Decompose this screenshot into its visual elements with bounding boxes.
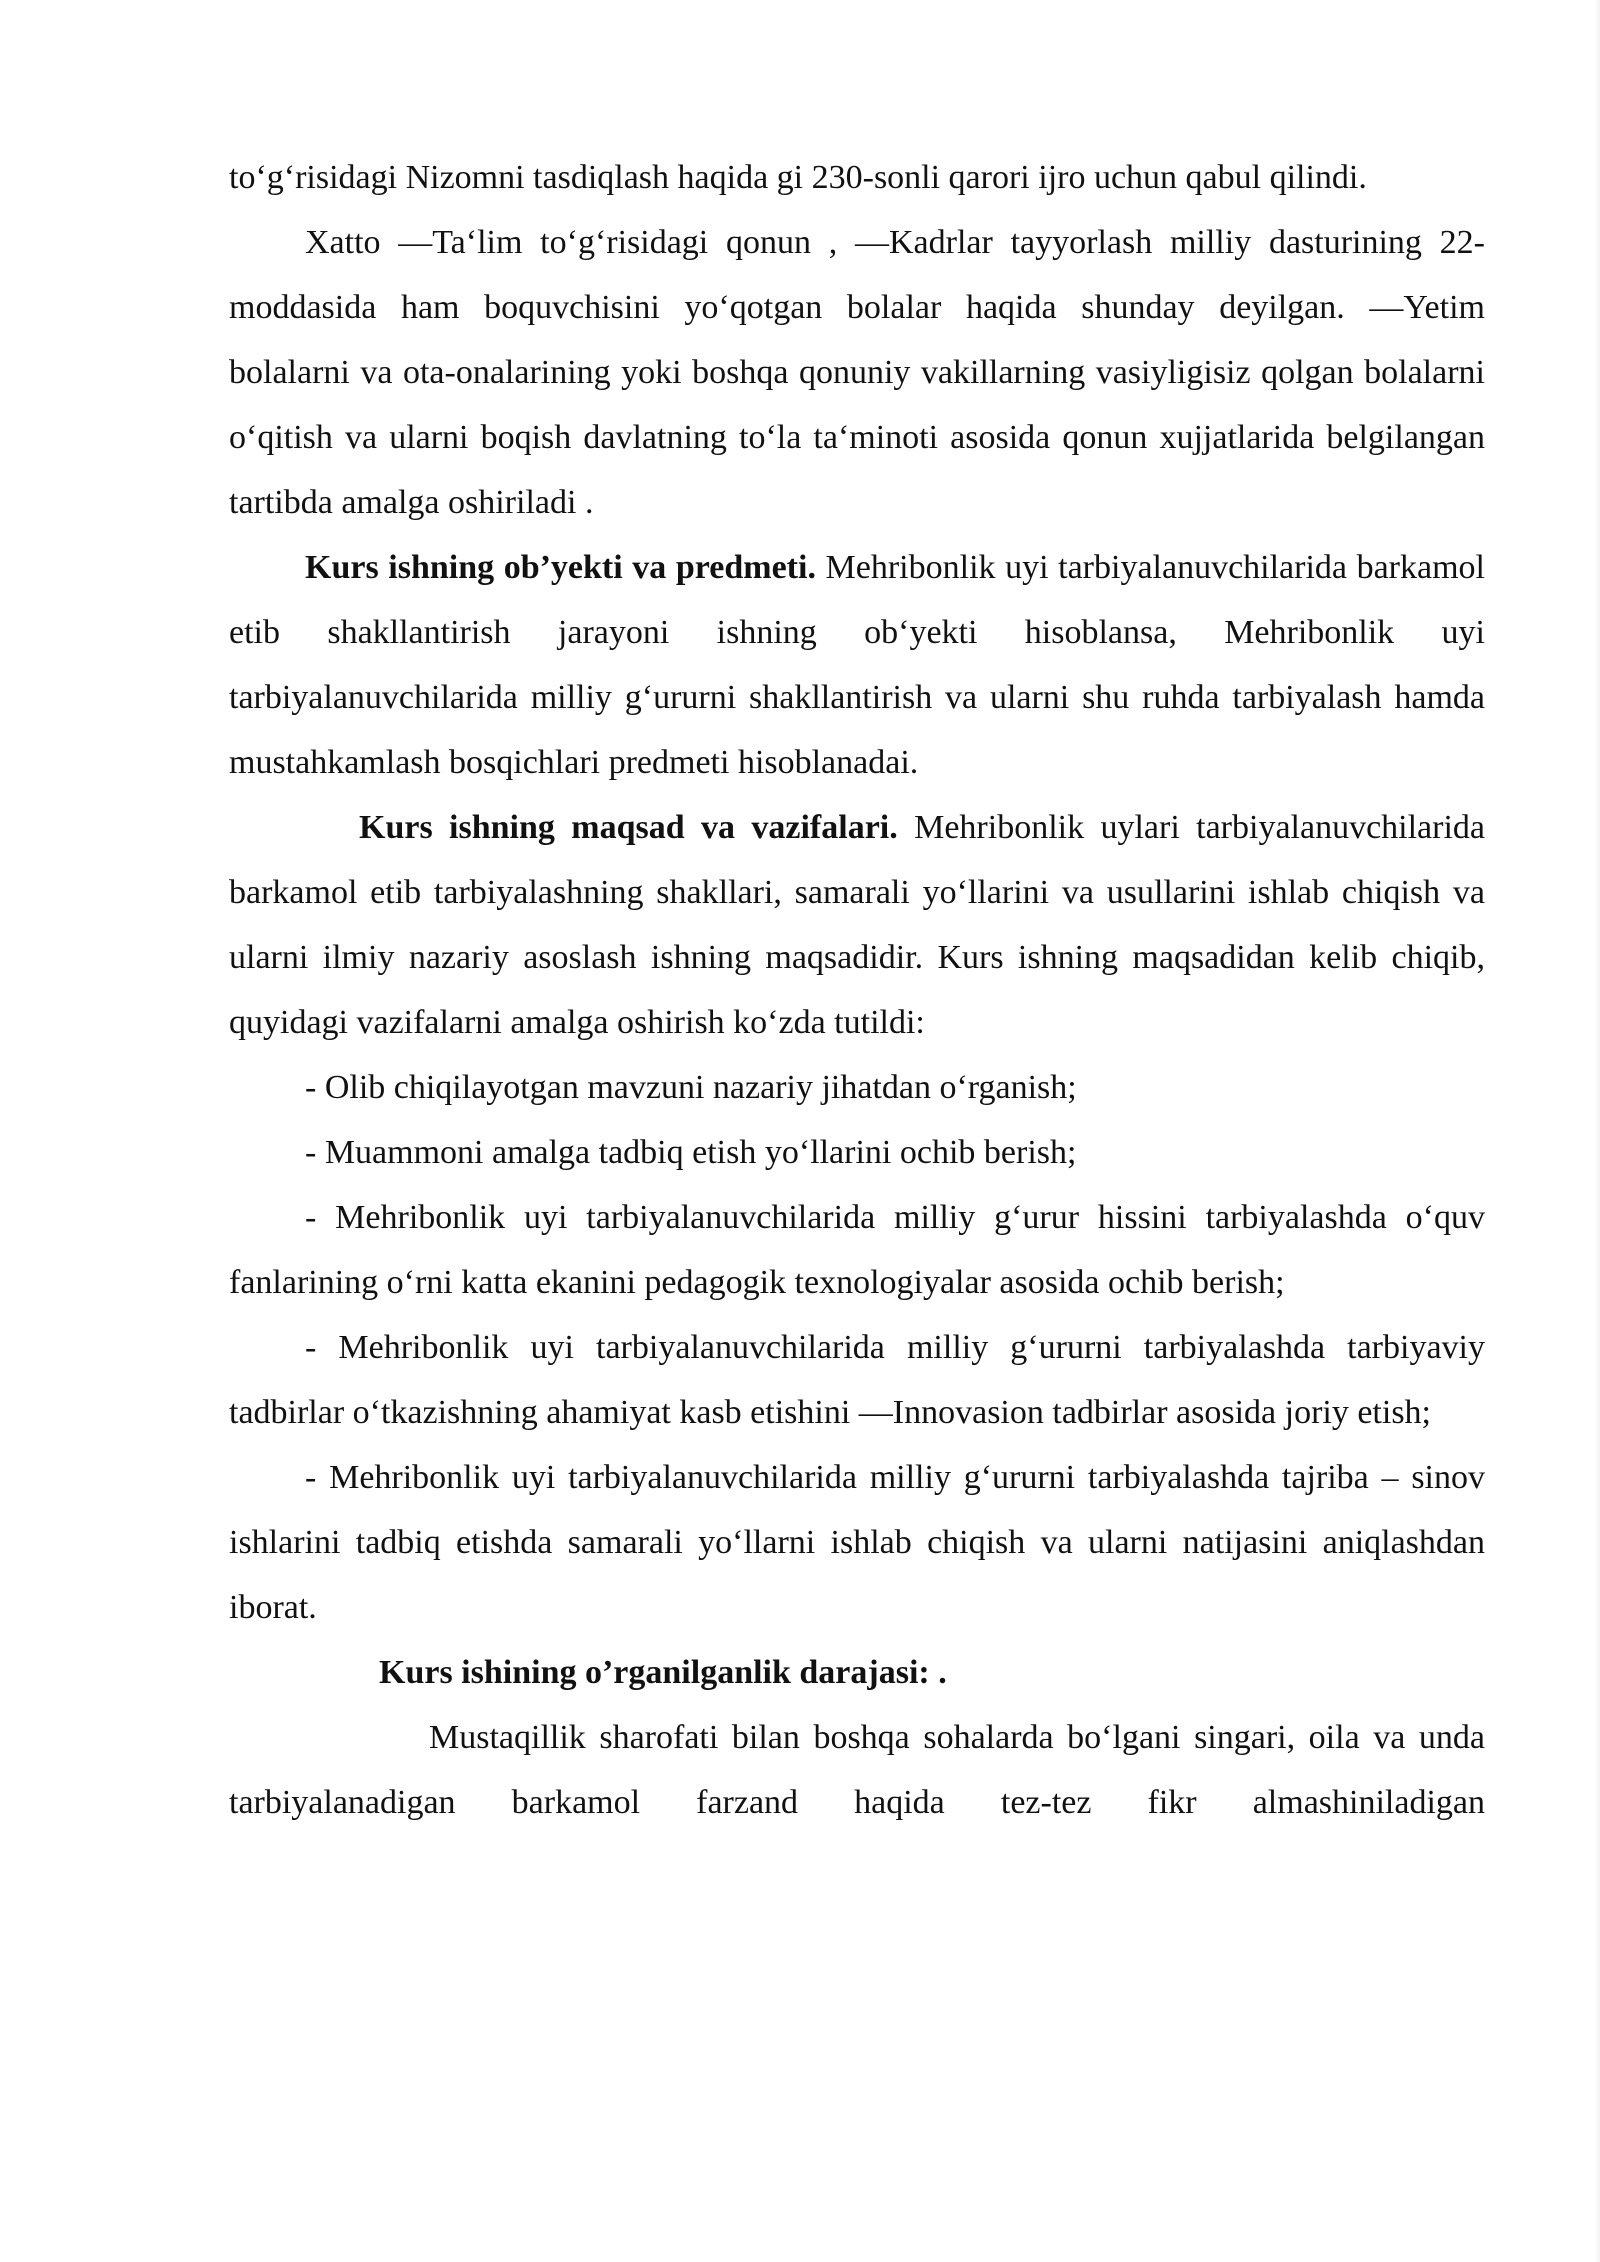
list-item <box>229 1315 1485 1445</box>
paragraph-study-degree <box>229 1640 1485 1705</box>
list-item-text: - Mehribonlik uyi tarbiyalanuvchilarida milliy g‘urur hissini tarbiyalashda o‘quv fanlarining o‘rni katta ekanini pedagogik texnologiyalar asosida ochib berish; <box>229 1199 1485 1301</box>
paragraph-text: Mustaqillik sharofati bilan boshqa sohalarda bo‘lgani singari, oila va unda tarbiyalanadigan barkamol farzand haqida tez-tez fikr almashiniladigan <box>229 1719 1485 1821</box>
list-item <box>229 1185 1485 1315</box>
section-heading: Kurs ishining o’rganilganlik darajasi: . <box>379 1654 947 1691</box>
list-item <box>229 1055 1485 1120</box>
list-item-text: - Olib chiqilayotgan mavzuni nazariy jihatdan o‘rganish; <box>305 1069 1077 1106</box>
paragraph-object-subject <box>229 535 1485 795</box>
paragraph-text: Mehribonlik uylari tarbiyalanuvchilarida barkamol etib tarbiyalashning shakllari, samarali yo‘llarini va usullarini ishlab chiqish va ularni ilmiy nazariy asoslash ishning maqsadidir. Kurs ishning maqsadidan kelib chiqib, quyidagi vazifalarni amalga oshirish ko‘zda tutildi: <box>229 809 1486 1041</box>
list-item-text: - Mehribonlik uyi tarbiyalanuvchilarida milliy g‘ururni tarbiyalashda tarbiyaviy tadbirlar o‘tkazishning ahamiyat kasb etishini —Innovasion tadbirlar asosida joriy etish; <box>229 1329 1485 1431</box>
paragraph-text: Xatto —Ta‘lim to‘g‘risidagi qonun , —Kadrlar tayyorlash milliy dasturining 22-moddasida ham boquvchisini yo‘qotgan bolalar haqida shunday deyilgan. —Yetim bolalarni va ota-onalarining yoki boshqa qonuniy vakillarning vasiyligisiz qolgan bolalarni o‘qitish va ularni boqish davlatning to‘la ta‘minoti asosida qonun xujjatlarida belgilangan tartibda amalga oshiriladi . <box>229 224 1485 521</box>
document-body <box>229 145 1485 1835</box>
list-item-text: - Muammoni amalga tadbiq etish yo‘llarini ochib berish; <box>305 1134 1077 1171</box>
list-item <box>229 1120 1485 1185</box>
paragraph-text: Mehribonlik uyi tarbiyalanuvchilarida barkamol etib shakllantirish jarayoni ishning ob‘yekti hisoblansa, Mehribonlik uyi tarbiyalanuvchilarida milliy g‘ururni shakllantirish va ularni shu ruhda tarbiyalash hamda mustahkamlash bosqichlari predmeti hisoblanadai. <box>229 549 1485 781</box>
paragraph-goals-tasks <box>229 795 1485 1055</box>
list-item <box>229 1445 1485 1640</box>
paragraph-independence <box>229 1705 1485 1835</box>
section-heading: Kurs ishning ob’yekti va predmeti. <box>305 549 816 586</box>
paragraph-text: to‘g‘risidagi Nizomni tasdiqlash haqida gi 230-sonli qarori ijro uchun qabul qilindi. <box>229 159 1367 196</box>
list-item-text: - Mehribonlik uyi tarbiyalanuvchilarida milliy g‘ururni tarbiyalashda tajriba – sinov ishlarini tadbiq etishda samarali yo‘llarni ishlab chiqish va ularni natijasini aniqlashdan iborat. <box>229 1459 1485 1626</box>
section-heading: Kurs ishning maqsad va vazifalari. <box>359 809 898 846</box>
paragraph-law-quote <box>229 210 1485 535</box>
paragraph-continuation <box>229 145 1485 210</box>
page-edge-shadow <box>1594 0 1600 2262</box>
